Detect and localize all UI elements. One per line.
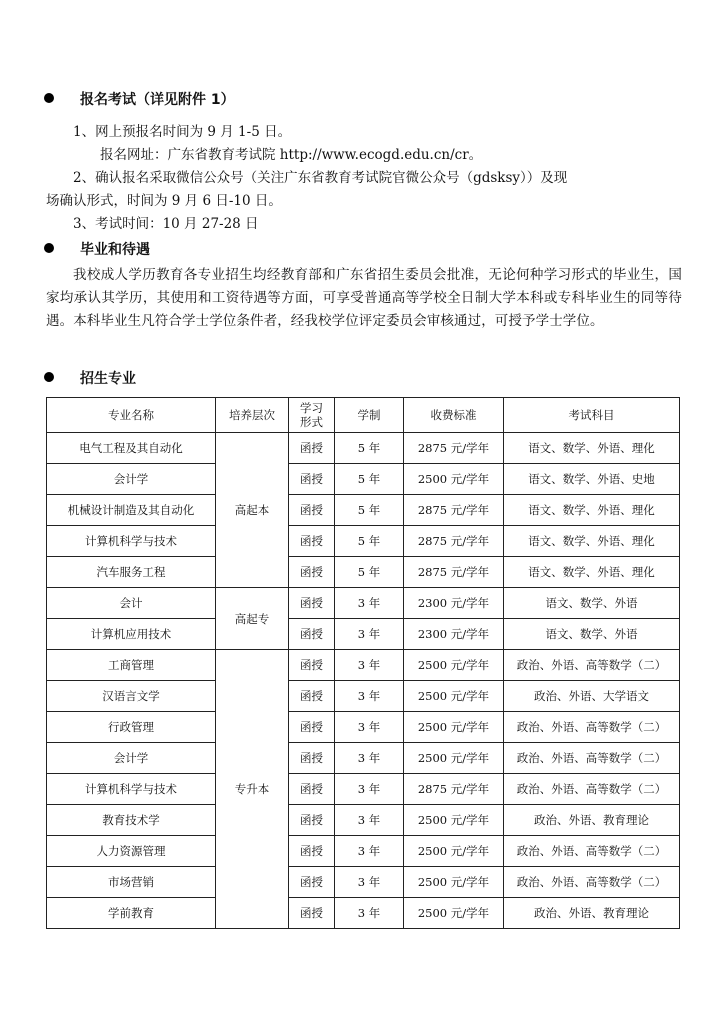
duration-cell: 3 年: [335, 619, 404, 650]
duration-cell: 5 年: [335, 557, 404, 588]
column-header-level: 培养层次: [216, 398, 289, 433]
table-row: [47, 805, 680, 836]
major-name-cell: 行政管理: [47, 712, 216, 743]
duration-cell: 3 年: [335, 743, 404, 774]
study-mode-cell: 函授: [289, 743, 335, 774]
level-cell: 专升本: [216, 650, 289, 929]
table-row: [47, 836, 680, 867]
column-header-duration: 学制: [335, 398, 404, 433]
study-mode-cell: 函授: [289, 433, 335, 464]
major-name-cell: 电气工程及其自动化: [47, 433, 216, 464]
major-name-cell: 工商管理: [47, 650, 216, 681]
table-row: [47, 588, 680, 619]
duration-cell: 3 年: [335, 867, 404, 898]
major-name-cell: 人力资源管理: [47, 836, 216, 867]
table-row: [47, 743, 680, 774]
exam-heading-text: 报名考试（详见附件 1）: [80, 92, 235, 108]
study-mode-cell: 函授: [289, 774, 335, 805]
table-row: [47, 650, 680, 681]
study-mode-cell: 函授: [289, 712, 335, 743]
duration-cell: 5 年: [335, 464, 404, 495]
major-name-cell: 汽车服务工程: [47, 557, 216, 588]
fee-cell: 2500 元/学年: [404, 898, 504, 929]
exam-line-2: 报名网址：广东省教育考试院 http://www.ecogd.edu.cn/cr。: [100, 147, 483, 163]
duration-cell: 3 年: [335, 650, 404, 681]
major-name-cell: 教育技术学: [47, 805, 216, 836]
fee-cell: 2500 元/学年: [404, 464, 504, 495]
table-row: [47, 464, 680, 495]
major-name-cell: 计算机科学与技术: [47, 526, 216, 557]
column-header-subjects: 考试科目: [504, 398, 680, 433]
study-mode-cell: 函授: [289, 681, 335, 712]
exam-line-3b: 场确认形式，时间为 9 月 6 日-10 日。: [46, 193, 282, 209]
subjects-cell: 政治、外语、大学语文: [504, 681, 680, 712]
fee-cell: 2875 元/学年: [404, 557, 504, 588]
column-header-major: 专业名称: [47, 398, 216, 433]
table-row: [47, 557, 680, 588]
table-row: [47, 774, 680, 805]
fee-cell: 2300 元/学年: [404, 588, 504, 619]
subjects-cell: 政治、外语、教育理论: [504, 898, 680, 929]
subjects-cell: 政治、外语、高等数学（二）: [504, 743, 680, 774]
study-mode-cell: 函授: [289, 619, 335, 650]
duration-cell: 3 年: [335, 898, 404, 929]
fee-cell: 2875 元/学年: [404, 774, 504, 805]
table-row: [47, 712, 680, 743]
major-name-cell: 机械设计制造及其自动化: [47, 495, 216, 526]
subjects-cell: 政治、外语、高等数学（二）: [504, 836, 680, 867]
fee-cell: 2500 元/学年: [404, 712, 504, 743]
subjects-cell: 语文、数学、外语: [504, 588, 680, 619]
duration-cell: 5 年: [335, 495, 404, 526]
table-row: [47, 898, 680, 929]
exam-line-4: 3、考试时间：10 月 27-28 日: [73, 216, 259, 232]
bullet-icon: [44, 243, 54, 253]
table-row: [47, 681, 680, 712]
graduation-heading-text: 毕业和待遇: [80, 242, 150, 258]
majors-heading-text: 招生专业: [80, 371, 136, 387]
major-name-cell: 学前教育: [47, 898, 216, 929]
column-header-fee: 收费标准: [404, 398, 504, 433]
graduation-paragraph: 我校成人学历教育各专业招生均经教育部和广东省招生委员会批准，无论何种学习形式的毕业生，国家均承认其学历，其使用和工资待遇等方面，可享受普通高等学校全日制大学本科或专科毕业生的同等待遇。本科毕业生凡符合学士学位条件者，经我校学位评定委员会审核通过，可授予学士学位。: [46, 267, 682, 329]
duration-cell: 3 年: [335, 774, 404, 805]
table-row: [47, 526, 680, 557]
major-name-cell: 计算机科学与技术: [47, 774, 216, 805]
subjects-cell: 语文、数学、外语、理化: [504, 495, 680, 526]
major-name-cell: 会计学: [47, 464, 216, 495]
table-header-row: [47, 398, 680, 433]
subjects-cell: 政治、外语、教育理论: [504, 805, 680, 836]
majors-table: [46, 397, 680, 929]
study-mode-cell: 函授: [289, 557, 335, 588]
subjects-cell: 政治、外语、高等数学（二）: [504, 867, 680, 898]
study-mode-cell: 函授: [289, 867, 335, 898]
fee-cell: 2500 元/学年: [404, 805, 504, 836]
study-mode-cell: 函授: [289, 526, 335, 557]
duration-cell: 5 年: [335, 433, 404, 464]
fee-cell: 2500 元/学年: [404, 681, 504, 712]
table-row: [47, 495, 680, 526]
table-row: [47, 867, 680, 898]
subjects-cell: 语文、数学、外语: [504, 619, 680, 650]
subjects-cell: 语文、数学、外语、理化: [504, 557, 680, 588]
fee-cell: 2875 元/学年: [404, 526, 504, 557]
major-name-cell: 计算机应用技术: [47, 619, 216, 650]
exam-heading: [44, 90, 235, 110]
fee-cell: 2875 元/学年: [404, 433, 504, 464]
level-cell: 高起本: [216, 433, 289, 588]
bullet-icon: [44, 372, 54, 382]
table-row: [47, 433, 680, 464]
duration-cell: 3 年: [335, 681, 404, 712]
exam-line-1: 1、网上预报名时间为 9 月 1-5 日。: [73, 124, 292, 140]
study-mode-cell: 函授: [289, 898, 335, 929]
subjects-cell: 政治、外语、高等数学（二）: [504, 650, 680, 681]
study-mode-cell: 函授: [289, 495, 335, 526]
fee-cell: 2300 元/学年: [404, 619, 504, 650]
study-mode-cell: 函授: [289, 836, 335, 867]
fee-cell: 2875 元/学年: [404, 495, 504, 526]
column-header-study-mode: 学习形式: [289, 398, 335, 433]
duration-cell: 3 年: [335, 712, 404, 743]
duration-cell: 3 年: [335, 805, 404, 836]
table-row: [47, 619, 680, 650]
level-cell: 高起专: [216, 588, 289, 650]
subjects-cell: 政治、外语、高等数学（二）: [504, 774, 680, 805]
subjects-cell: 政治、外语、高等数学（二）: [504, 712, 680, 743]
graduation-heading: [44, 240, 150, 260]
subjects-cell: 语文、数学、外语、史地: [504, 464, 680, 495]
exam-line-3a: 2、确认报名采取微信公众号（关注广东省教育考试院官微公众号（gdsksy））及现: [73, 170, 568, 186]
fee-cell: 2500 元/学年: [404, 867, 504, 898]
fee-cell: 2500 元/学年: [404, 650, 504, 681]
fee-cell: 2500 元/学年: [404, 836, 504, 867]
fee-cell: 2500 元/学年: [404, 743, 504, 774]
major-name-cell: 会计学: [47, 743, 216, 774]
subjects-cell: 语文、数学、外语、理化: [504, 433, 680, 464]
subjects-cell: 语文、数学、外语、理化: [504, 526, 680, 557]
study-mode-cell: 函授: [289, 805, 335, 836]
major-name-cell: 市场营销: [47, 867, 216, 898]
duration-cell: 3 年: [335, 836, 404, 867]
duration-cell: 3 年: [335, 588, 404, 619]
duration-cell: 5 年: [335, 526, 404, 557]
study-mode-cell: 函授: [289, 650, 335, 681]
bullet-icon: [44, 93, 54, 103]
majors-heading: [44, 369, 136, 389]
study-mode-cell: 函授: [289, 588, 335, 619]
major-name-cell: 汉语言文学: [47, 681, 216, 712]
study-mode-cell: 函授: [289, 464, 335, 495]
major-name-cell: 会计: [47, 588, 216, 619]
